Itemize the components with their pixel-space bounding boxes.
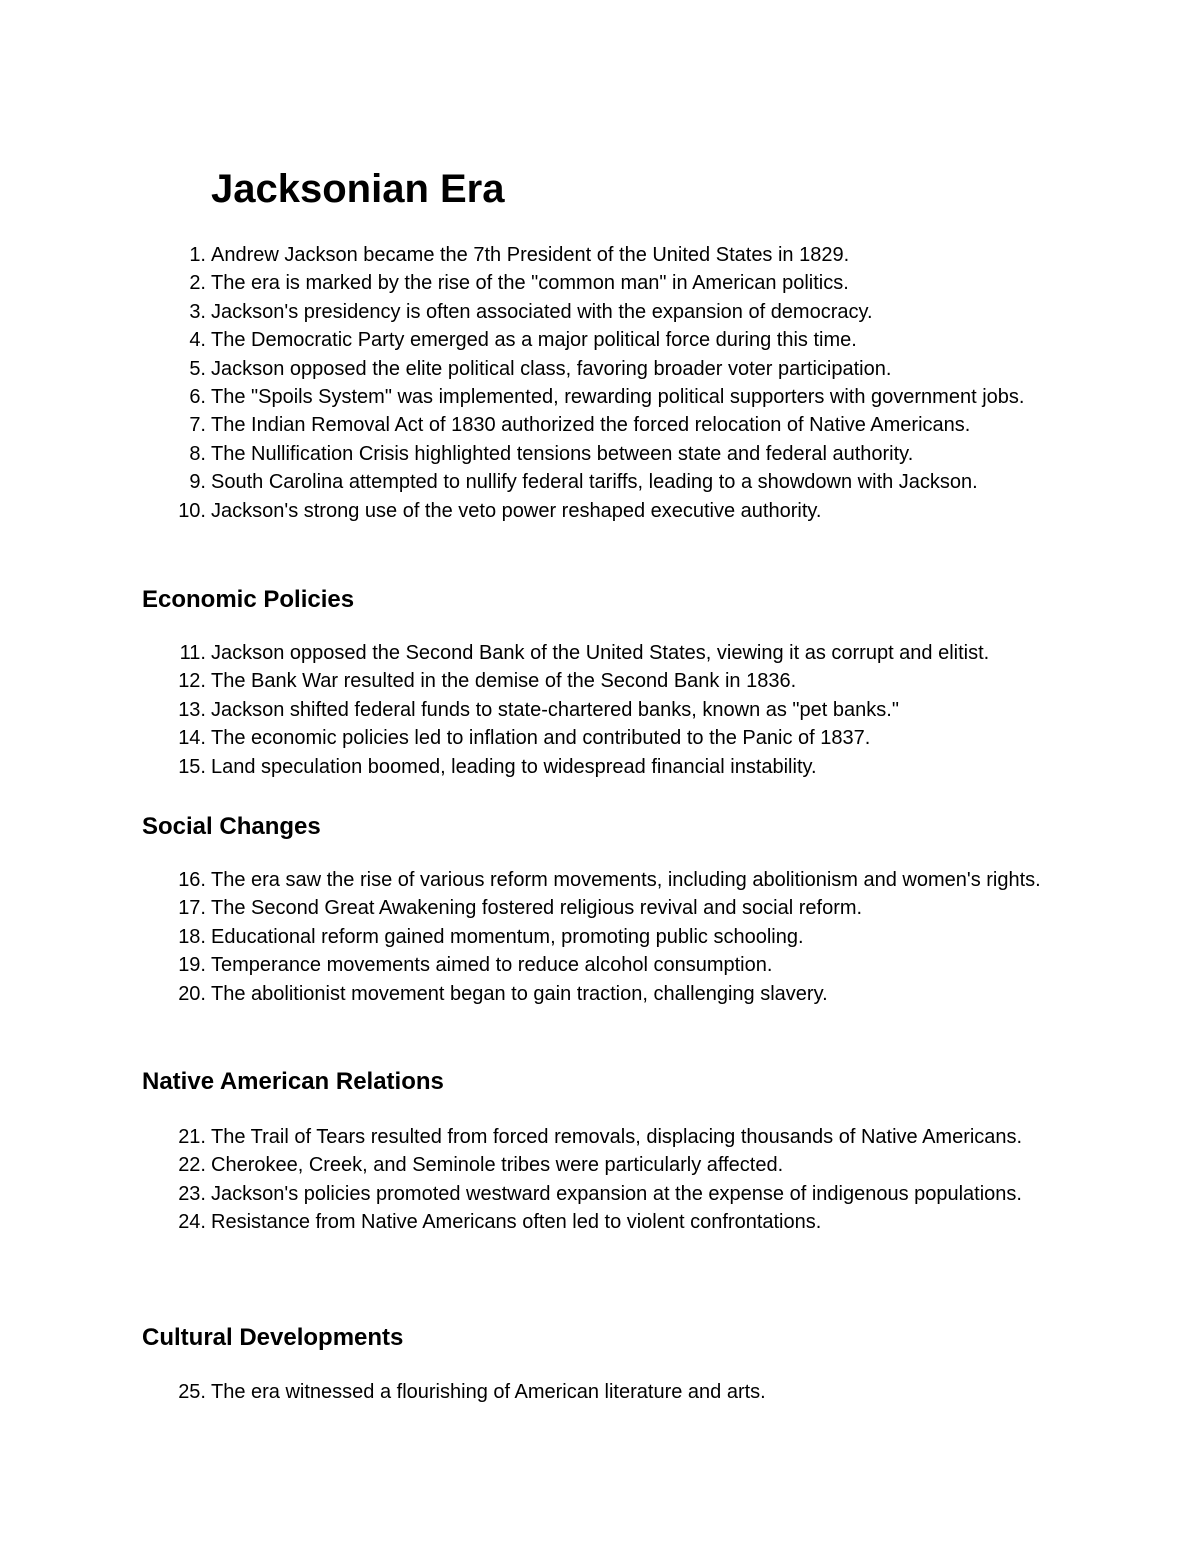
list-item — [0, 1123, 1071, 1151]
list-item — [0, 440, 1071, 468]
list-item — [0, 298, 1071, 326]
item-text: Jackson shifted federal funds to state-chartered banks, known as "pet banks." — [211, 698, 899, 721]
list-item — [0, 355, 1071, 383]
section-heading-cultural-developments: Cultural Developments — [142, 1324, 404, 1351]
item-text: Land speculation boomed, leading to widespread financial instability. — [211, 755, 817, 778]
list-item — [0, 1180, 1071, 1208]
item-number: 17. — [178, 897, 206, 920]
item-text: The era witnessed a flourishing of American literature and arts. — [211, 1381, 766, 1403]
list-item — [0, 1208, 1071, 1236]
item-text: The Indian Removal Act of 1830 authorized the forced relocation of Native Americans. — [211, 414, 971, 437]
item-text: The abolitionist movement began to gain traction, challenging slavery. — [211, 982, 828, 1005]
item-number: 18. — [178, 925, 206, 948]
list-item — [0, 923, 1071, 951]
list-item — [0, 1378, 1071, 1406]
item-number: 9. — [189, 471, 206, 494]
item-text: Jackson opposed the elite political class, favoring broader voter participation. — [211, 357, 892, 380]
item-number: 19. — [178, 954, 206, 977]
list-item — [0, 383, 1071, 411]
document-title: Jacksonian Era — [211, 167, 505, 211]
list-item — [0, 326, 1071, 354]
item-number: 11. — [179, 642, 206, 664]
list-item — [0, 980, 1071, 1008]
list-item — [0, 753, 1071, 781]
list-item — [0, 411, 1071, 439]
list-item — [0, 639, 1071, 667]
list-item — [0, 269, 1071, 297]
item-number: 8. — [189, 442, 206, 465]
list-item — [0, 951, 1071, 979]
item-text: The Bank War resulted in the demise of the Second Bank in 1836. — [211, 670, 797, 693]
list-item — [0, 894, 1071, 922]
item-text: The economic policies led to inflation and contributed to the Panic of 1837. — [211, 727, 871, 750]
item-text: Andrew Jackson became the 7th President of the United States in 1829. — [211, 244, 850, 266]
item-number: 25. — [178, 1381, 206, 1403]
list-item — [0, 1151, 1071, 1179]
social-changes-list — [0, 866, 1200, 1008]
item-number: 13. — [178, 698, 206, 721]
item-number: 15. — [178, 755, 206, 778]
item-number: 10. — [178, 499, 206, 522]
list-item — [0, 241, 1071, 269]
item-text: Jackson's policies promoted westward expansion at the expense of indigenous populations. — [211, 1182, 1022, 1205]
item-number: 1. — [189, 244, 206, 266]
item-number: 4. — [189, 329, 206, 352]
item-number: 6. — [189, 386, 206, 409]
item-text: South Carolina attempted to nullify federal tariffs, leading to a showdown with Jackson. — [211, 471, 978, 494]
item-number: 23. — [178, 1182, 206, 1205]
item-text: The era is marked by the rise of the "common man" in American politics. — [211, 272, 849, 295]
list-item — [0, 696, 1071, 724]
item-text: Jackson opposed the Second Bank of the United States, viewing it as corrupt and elitist. — [211, 642, 990, 664]
item-number: 12. — [178, 670, 206, 693]
section-heading-economic-policies: Economic Policies — [142, 586, 355, 613]
list-item — [0, 667, 1071, 695]
item-text: The Second Great Awakening fostered religious revival and social reform. — [211, 897, 863, 920]
item-number: 7. — [189, 414, 206, 437]
economic-policies-list — [0, 639, 1200, 781]
item-text: Jackson's strong use of the veto power reshaped executive authority. — [211, 499, 822, 522]
item-text: The Democratic Party emerged as a major political force during this time. — [211, 329, 857, 352]
item-number: 22. — [178, 1154, 206, 1177]
native-american-relations-list — [0, 1123, 1200, 1237]
list-item — [0, 724, 1071, 752]
list-item — [0, 497, 1071, 525]
item-text: Cherokee, Creek, and Seminole tribes were particularly affected. — [211, 1154, 784, 1177]
item-text: The era saw the rise of various reform movements, including abolitionism and women's rights. — [211, 869, 1041, 891]
item-text: The Trail of Tears resulted from forced removals, displacing thousands of Native Americans. — [211, 1126, 1023, 1148]
item-text: Temperance movements aimed to reduce alcohol consumption. — [211, 954, 773, 977]
list-item — [0, 866, 1071, 894]
intro-list — [0, 241, 1200, 525]
item-number: 3. — [189, 300, 206, 323]
list-item — [0, 468, 1071, 496]
item-number: 24. — [178, 1211, 206, 1234]
item-text: Jackson's presidency is often associated with the expansion of democracy. — [211, 300, 873, 323]
item-text: The Nullification Crisis highlighted tensions between state and federal authority. — [211, 442, 914, 465]
item-number: 21. — [178, 1126, 206, 1148]
item-text: The "Spoils System" was implemented, rewarding political supporters with government jobs. — [211, 386, 1025, 409]
section-heading-social-changes: Social Changes — [142, 813, 321, 840]
item-text: Educational reform gained momentum, promoting public schooling. — [211, 925, 804, 948]
item-text: Resistance from Native Americans often led to violent confrontations. — [211, 1211, 822, 1234]
item-number: 2. — [189, 272, 206, 295]
cultural-developments-list — [0, 1378, 1200, 1406]
item-number: 14. — [178, 727, 206, 750]
item-number: 20. — [178, 982, 206, 1005]
item-number: 16. — [178, 869, 206, 891]
section-heading-native-american-relations: Native American Relations — [142, 1068, 444, 1095]
item-number: 5. — [189, 357, 206, 380]
